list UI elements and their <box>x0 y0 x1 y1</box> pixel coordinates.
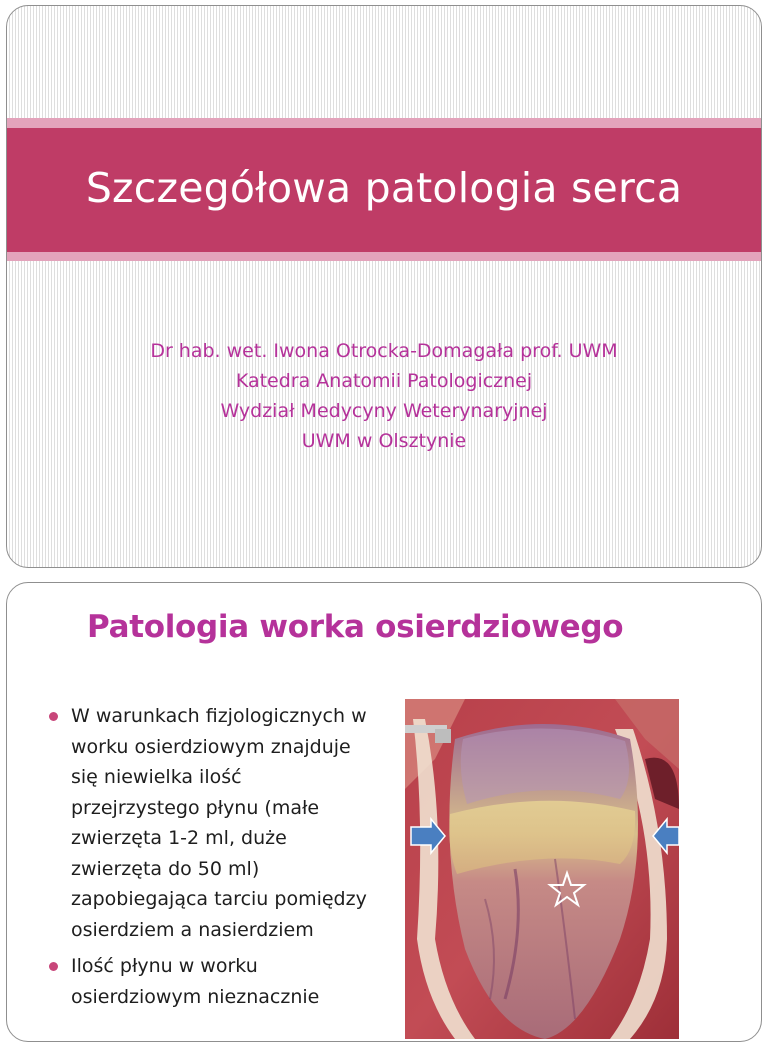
subtitle-author: Dr hab. wet. Iwona Otrocka-Domagała prof. UWM <box>150 340 618 362</box>
title-band-top <box>7 118 761 128</box>
heart-pericardium-photo <box>405 699 679 1039</box>
title-band-bottom <box>7 252 761 261</box>
slide-title: Szczegółowa patologia serca <box>85 164 683 212</box>
content-slide <box>6 582 762 1042</box>
slide-subtitle <box>7 336 761 456</box>
bullet-icon <box>49 962 58 971</box>
subtitle-faculty: Wydział Medycyny Weterynaryjnej <box>220 400 548 422</box>
subtitle-university: UWM w Olsztynie <box>301 430 467 452</box>
bullet-icon <box>49 712 58 721</box>
bullet-list <box>45 701 375 1018</box>
title-slide <box>6 5 762 568</box>
bullet-text: W warunkach fizjologicznych w worku osierdziowym znajduje się niewielka ilość przejrzystego płynu (małe zwierzęta 1-2 ml, duże zwierzęta do 50 ml) zapobiegająca tarciu pomiędzy osierdziem a nasierdziem <box>71 705 367 941</box>
bullet-text: Ilość płynu w worku osierdziowym nieznacznie <box>71 955 320 1008</box>
bullet-item <box>45 701 375 945</box>
subtitle-department: Katedra Anatomii Patologicznej <box>235 370 533 392</box>
bullet-item <box>45 951 375 1012</box>
slide-heading: Patologia worka osierdziowego <box>87 609 624 645</box>
